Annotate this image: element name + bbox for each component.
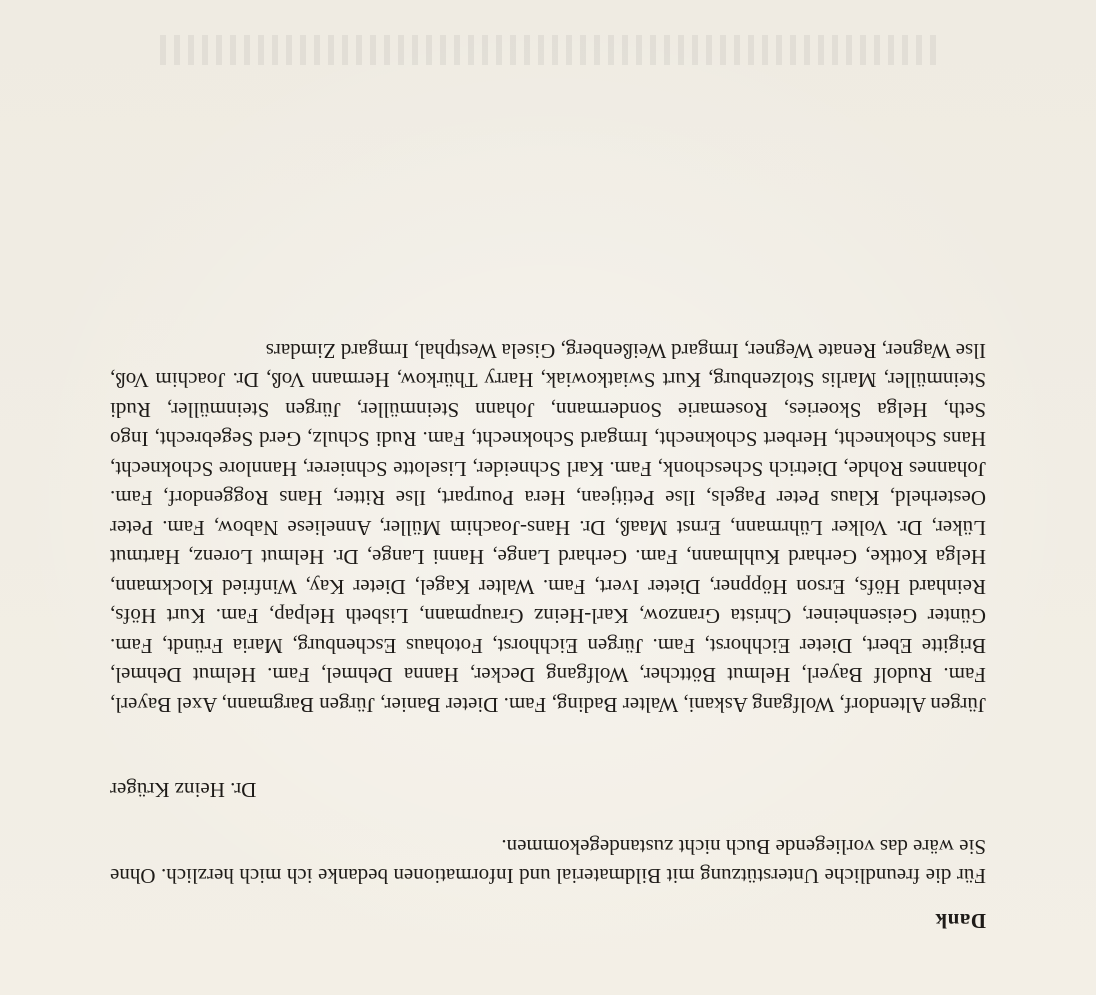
author-signature: Dr. Heinz Krüger bbox=[110, 778, 257, 802]
bleed-through-texture bbox=[156, 35, 936, 65]
page-heading: Dank bbox=[934, 909, 986, 933]
acknowledgement-section bbox=[110, 336, 986, 934]
intro-paragraph: Für die freundliche Unterstützung mit Bildmaterial und Informationen bedanke ich mich herzlich. Ohne Sie wäre das vorliegende Buch nicht zustandegekommen. bbox=[110, 835, 986, 888]
contributor-list: Jürgen Altendorf, Wolfgang Askani, Walter Bading, Fam. Dieter Banier, Jürgen Bargmann, Axel Bayerl, Fam. Rudolf Bayerl, Helmut Böttcher, Wolfgang Decker, Hanna Dehmel, Fam. Helmut Dehmel, Brigitte Ebert, Dieter Eichhorst, Fam. Jürgen Eichhorst, Fotohaus Eschenburg, Maria Fründt, Fam. Günter Geisenheiner, Christa Granzow, Karl-Heinz Graupmann, Lisbeth Helpap, Fam. Kurt Höfs, Reinhard Höfs, Erson Höppner, Dieter Ivert, Fam. Walter Kagel, Dieter Kay, Winfried Klockmann, Helga Kottke, Gerhard Kuhlmann, Fam. Gerhard Lange, Hanni Lange, Dr. Helmut Lorenz, Hartmut Lüker, Dr. Volker Lührmann, Ernst Maaß, Dr. Hans-Joachim Müller, Anneliese Nabow, Fam. Peter Oesterheld, Klaus Peter Pagels, Ilse Petitjean, Hera Pourpart, Ilse Ritter, Hans Roggendorf, Fam. Johannes Rohde, Dietrich Scheschonk, Fam. Karl Schneider, Liselotte Schnierer, Hannlore Schoknecht, Hans Schoknecht, Herbert Schoknecht, Irmgard Schoknecht, Fam. Rudi Schulz, Gerd Segebrecht, Ingo Seth, Helga Skoeries, Rosemarie Sondermann, Johann Steinmüller, Jürgen Steinmüller, Rudi Steinmüller, Marlis Stolzenburg, Kurt Swiatkowiak, Harry Thürkow, Hermann Voß, Dr. Joachim Voß, Ilse Wagner, Renate Wegner, Irmgard Weißenberg, Gisela Westphal, Irmgard Zimdars bbox=[110, 339, 986, 717]
